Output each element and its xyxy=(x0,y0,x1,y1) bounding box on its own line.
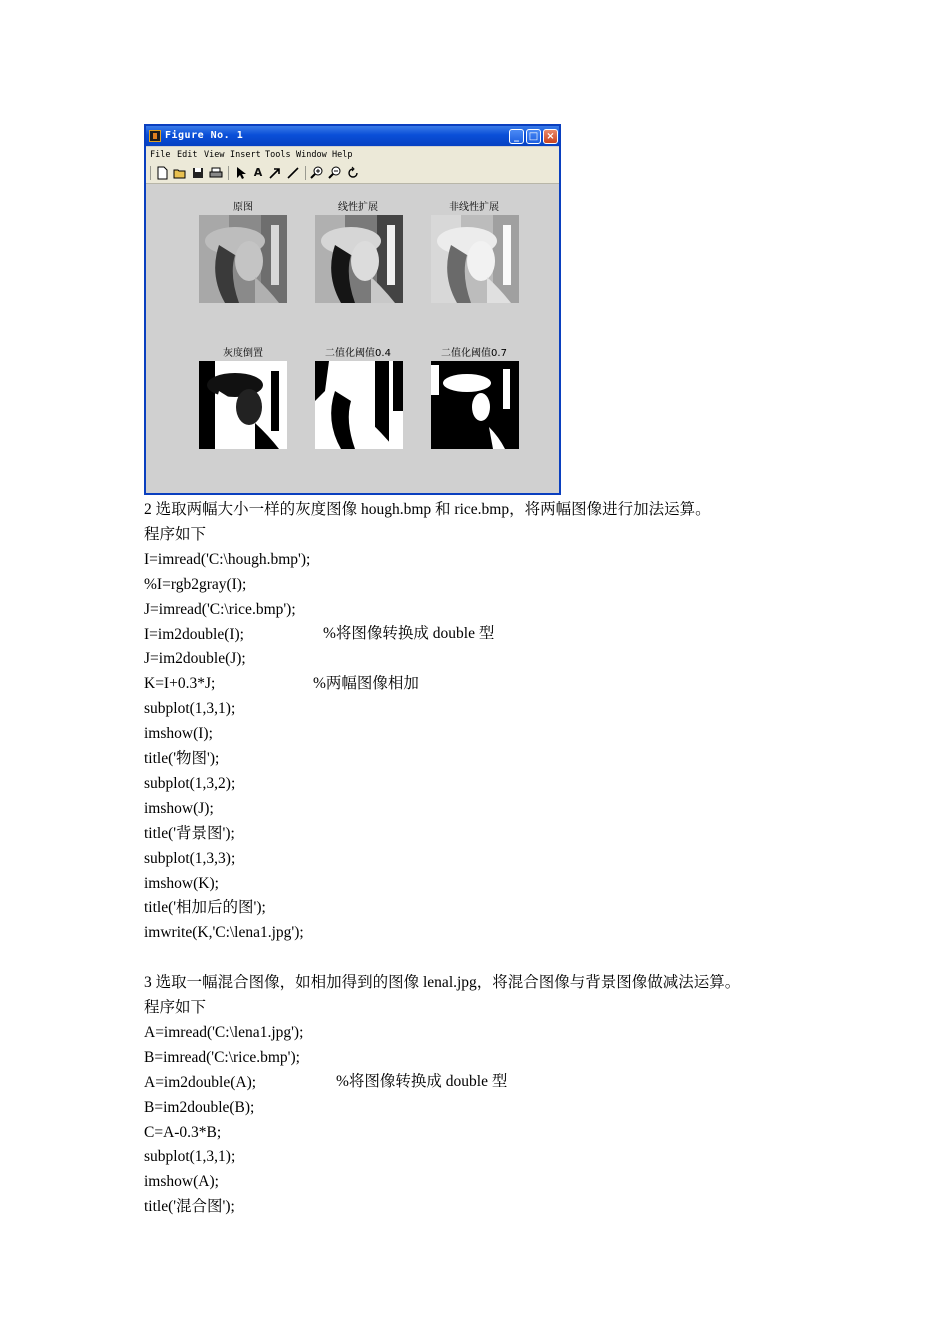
menu-tools[interactable]: Tools xyxy=(265,150,291,160)
subplot-title-4: 灰度倒置 xyxy=(223,348,263,359)
code-line: A=im2double(A); xyxy=(144,1073,257,1091)
subplot-title-2: 线性扩展 xyxy=(338,202,378,213)
zoom-out-icon[interactable] xyxy=(327,165,343,181)
open-folder-icon[interactable] xyxy=(172,165,188,181)
code-line: title('背景图'); xyxy=(144,824,235,842)
code-line: 程序如下 xyxy=(144,525,207,543)
window-titlebar[interactable] xyxy=(146,126,559,146)
code-comment: %将图像转换成 double 型 xyxy=(323,625,495,642)
subplot-image-binary-04 xyxy=(315,361,403,449)
menu-bar xyxy=(146,147,559,163)
code-line: I=imread('C:\hough.bmp'); xyxy=(144,550,311,568)
menu-help[interactable]: Help xyxy=(332,150,353,160)
code-line: imshow(J); xyxy=(144,799,214,817)
matlab-figure-window xyxy=(144,124,561,495)
subplot-title-1: 原图 xyxy=(233,202,253,213)
line-insert-icon[interactable] xyxy=(285,165,301,181)
menu-insert[interactable]: Insert xyxy=(230,150,261,160)
close-button[interactable]: × xyxy=(543,129,558,144)
code-line: J=im2double(J); xyxy=(144,650,246,668)
subplot-title-3: 非线性扩展 xyxy=(449,202,499,213)
code-line: imshow(I); xyxy=(144,725,213,743)
code-line: imshow(A); xyxy=(144,1173,219,1191)
code-line: subplot(1,3,1); xyxy=(144,1148,236,1166)
subplot-image-inverted xyxy=(199,361,287,449)
code-line: title('混合图'); xyxy=(144,1198,235,1216)
code-line: I=im2double(I); xyxy=(144,625,244,643)
subplot-image-original xyxy=(199,215,287,303)
subplot-image-binary-07 xyxy=(431,361,519,449)
maximize-button[interactable]: □ xyxy=(526,129,541,144)
code-comment: %将图像转换成 double 型 xyxy=(336,1073,508,1090)
code-line: K=I+0.3*J; xyxy=(144,675,216,693)
section-heading: 3 选取一幅混合图像，如相加得到的图像 lenal.jpg，将混合图像与背景图像做减法运算。 xyxy=(144,974,741,992)
pointer-arrow-icon[interactable] xyxy=(232,165,248,181)
zoom-in-icon[interactable] xyxy=(309,165,325,181)
code-line: title('物图'); xyxy=(144,750,220,767)
matlab-app-icon xyxy=(149,130,161,142)
menu-file[interactable]: File xyxy=(150,150,171,160)
subplot-image-nonlinear xyxy=(431,215,519,303)
code-comment: %两幅图像相加 xyxy=(313,675,419,692)
code-line: %I=rgb2gray(I); xyxy=(144,575,247,593)
window-title: Figure No. 1 xyxy=(165,130,244,141)
code-line: J=imread('C:\rice.bmp'); xyxy=(144,600,296,618)
arrow-insert-icon[interactable] xyxy=(267,165,283,181)
code-line: title('相加后的图'); xyxy=(144,899,266,917)
code-line: subplot(1,3,2); xyxy=(144,774,236,792)
section-heading: 2 选取两幅大小一样的灰度图像 hough.bmp 和 rice.bmp，将两幅图像进行加法运算。 xyxy=(144,501,711,518)
new-file-icon[interactable] xyxy=(154,165,170,181)
print-icon[interactable] xyxy=(208,165,224,181)
code-line: A=imread('C:\lena1.jpg'); xyxy=(144,1023,304,1041)
code-line: subplot(1,3,1); xyxy=(144,700,236,718)
code-line: B=imread('C:\rice.bmp'); xyxy=(144,1048,300,1066)
code-line: 程序如下 xyxy=(144,999,207,1016)
menu-window[interactable]: Window xyxy=(296,150,327,160)
code-line: subplot(1,3,3); xyxy=(144,849,236,867)
code-line: imshow(K); xyxy=(144,874,219,892)
text-insert-icon[interactable]: A xyxy=(253,166,263,179)
subplot-title-6: 二值化阈值0.7 xyxy=(441,348,507,359)
figure-toolbar xyxy=(146,163,559,184)
menu-edit[interactable]: Edit xyxy=(177,150,198,160)
subplot-image-linear xyxy=(315,215,403,303)
rotate-icon[interactable] xyxy=(345,165,361,181)
code-line: C=A-0.3*B; xyxy=(144,1123,222,1141)
code-line: B=im2double(B); xyxy=(144,1098,255,1116)
menu-view[interactable]: View xyxy=(204,150,225,160)
save-icon[interactable] xyxy=(190,165,206,181)
subplot-title-5: 二值化阈值0.4 xyxy=(325,348,391,359)
code-line: imwrite(K,'C:\lena1.jpg'); xyxy=(144,924,304,942)
minimize-button[interactable]: _ xyxy=(509,129,524,144)
